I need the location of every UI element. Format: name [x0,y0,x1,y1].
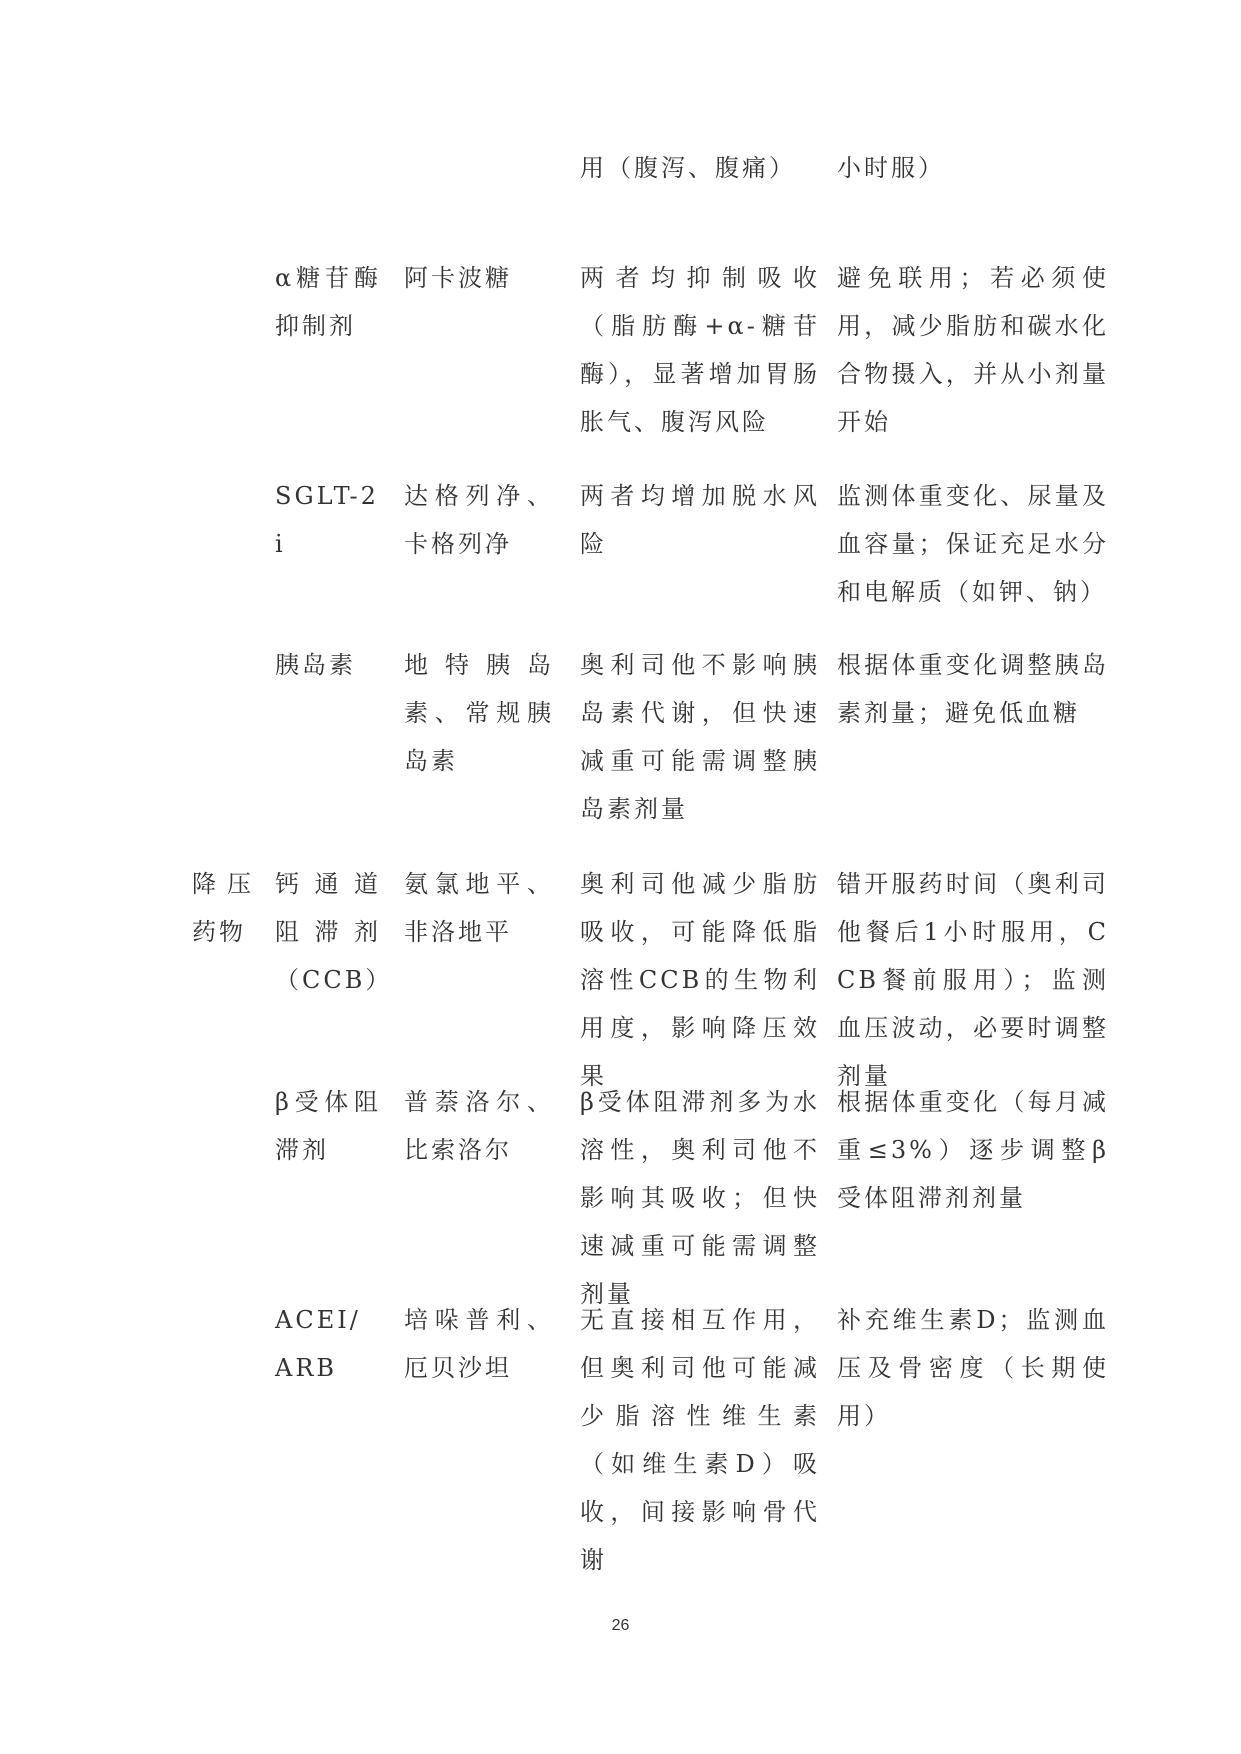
category-cell: 降压药物 [192,870,254,946]
examples-cell: 普萘洛尔、比索洛尔 [404,1088,554,1164]
examples-cell: 地特胰岛素、常规胰岛素 [404,651,554,775]
recommendation-cell: 错开服药时间（奥利司他餐后1小时服用，CCB餐前服用）；监测血压波动，必要时调整剂量 [837,870,1109,1090]
recommendation-cell: 监测体重变化、尿量及血容量；保证充足水分和电解质（如钾、钠） [837,482,1109,606]
interaction-cell: 无直接相互作用，但奥利司他可能减少脂溶性维生素（如维生素D）吸收，间接影响骨代谢 [580,1306,820,1574]
interaction-cell: β受体阻滞剂多为水溶性，奥利司他不影响其吸收；但快速减重可能需调整剂量 [580,1088,820,1308]
recommendation-cell: 根据体重变化调整胰岛素剂量；避免低血糖 [837,651,1109,727]
interaction-cell: 两者均抑制吸收（脂肪酶+α-糖苷酶），显著增加胃肠胀气、腹泻风险 [580,264,820,436]
examples-cell: 培哚普利、厄贝沙坦 [404,1306,554,1382]
drug-class-cell: α糖苷酶抑制剂 [275,264,381,340]
interaction-cell: 奥利司他减少脂肪吸收，可能降低脂溶性CCB的生物利用度，影响降压效果 [580,870,820,1090]
recommendation-cell: 小时服） [837,154,945,182]
examples-cell: 阿卡波糖 [404,264,512,292]
page-number: 26 [611,1617,630,1634]
drug-class-cell: 胰岛素 [275,651,356,679]
drug-class-cell: β受体阻滞剂 [275,1088,381,1164]
examples-cell: 氨氯地平、非洛地平 [404,870,554,946]
recommendation-cell: 补充维生素D；监测血压及骨密度（长期使用） [837,1306,1109,1430]
drug-class-cell: SGLT-2i [275,482,379,558]
drug-class-cell: 钙通道阻滞剂（CCB） [275,870,393,994]
examples-cell: 达格列净、卡格列净 [404,482,554,558]
recommendation-cell: 根据体重变化（每月减重≤3%）逐步调整β受体阻滞剂剂量 [837,1088,1109,1212]
interaction-cell: 奥利司他不影响胰岛素代谢，但快速减重可能需调整胰岛素剂量 [580,651,820,823]
recommendation-cell: 避免联用；若必须使用，减少脂肪和碳水化合物摄入，并从小剂量开始 [837,264,1109,436]
interaction-cell: 用（腹泻、腹痛） [580,154,796,182]
drug-class-cell: ACEI/ARB [275,1306,361,1382]
interaction-cell: 两者均增加脱水风险 [580,482,820,558]
